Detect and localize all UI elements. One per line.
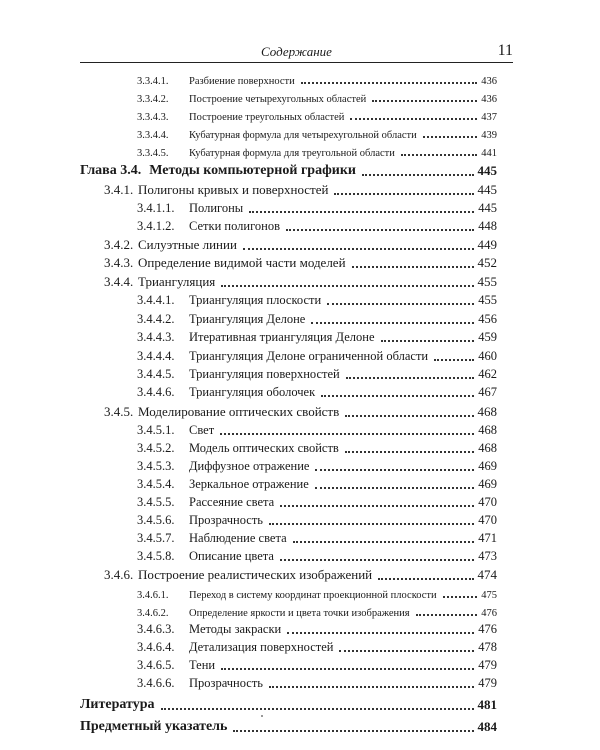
toc-entry-number: 3.4.4. — [104, 274, 134, 289]
toc-entry-title: Рассеяние света — [189, 495, 275, 509]
toc-entry-title: Литература — [80, 697, 155, 712]
toc-entry[interactable] — [137, 583, 497, 601]
toc-entry-page: 436 — [481, 76, 497, 87]
toc-entry-title: Триангуляция поверхностей — [189, 367, 340, 381]
toc-entry[interactable] — [137, 87, 497, 105]
paper-speck — [261, 715, 263, 717]
toc-entry-number: 3.4.4.3. — [137, 330, 175, 344]
toc-leader-dots — [269, 523, 474, 525]
toc-leader-dots — [443, 596, 478, 598]
toc-leader-dots — [287, 632, 474, 634]
toc-entry-page: 468 — [477, 404, 497, 419]
toc-literature-entry[interactable] — [80, 695, 497, 713]
toc-entry-title: Полигоны — [189, 201, 244, 215]
toc-entry-title: Прозрачность — [189, 513, 264, 527]
toc-entry-title: Методы компьютерной графики — [149, 163, 356, 178]
toc-entry-number: 3.3.4.5. — [137, 148, 169, 159]
toc-leader-dots — [233, 730, 473, 732]
toc-entry[interactable] — [137, 346, 497, 364]
running-header-title: Содержание — [261, 44, 332, 59]
toc-entry[interactable] — [137, 105, 497, 123]
toc-entry-number: 3.4.5.8. — [137, 549, 175, 563]
toc-leader-dots — [221, 285, 473, 287]
toc-entry-page: 469 — [478, 459, 497, 473]
toc-leader-dots — [423, 136, 478, 138]
toc-entry-page: 462 — [478, 367, 497, 381]
toc-entry-number: 3.4.5. — [104, 404, 134, 419]
toc-section-entry[interactable] — [104, 565, 497, 583]
toc-entry-title: Тени — [189, 658, 216, 672]
toc-entry-page: 476 — [478, 622, 497, 636]
toc-entry[interactable] — [137, 290, 497, 308]
toc-entry[interactable] — [137, 364, 497, 382]
toc-entry-number: 3.4.5.1. — [137, 423, 175, 437]
toc-entry[interactable] — [137, 309, 497, 327]
toc-entry[interactable] — [137, 198, 497, 216]
toc-entry-title: Переход в систему координат проекционной плоскости — [189, 590, 437, 601]
toc-leader-dots — [161, 708, 474, 710]
toc-section-entry[interactable] — [104, 253, 497, 271]
toc-entry-title: Итеративная триангуляция Делоне — [189, 330, 375, 344]
toc-section-entry[interactable] — [104, 180, 497, 198]
toc-entry-number: 3.4.4.6. — [137, 385, 175, 399]
toc-entry-page: 471 — [478, 531, 497, 545]
toc-entry-title: Триангуляция Делоне ограниченной области — [189, 349, 429, 363]
toc-entry-number: 3.3.4.3. — [137, 112, 169, 123]
toc-leader-dots — [280, 559, 474, 561]
toc-entry-page: 473 — [478, 549, 497, 563]
toc-leader-dots — [286, 229, 474, 231]
toc-leader-dots — [220, 433, 474, 435]
toc-entry-title: Триангуляция — [138, 274, 216, 289]
toc-index-entry[interactable] — [80, 717, 497, 735]
toc-entry-page: 439 — [481, 130, 497, 141]
toc-entry-number: 3.4.5.5. — [137, 495, 175, 509]
toc-entry-number: 3.4.3. — [104, 255, 134, 270]
toc-entry-number: 3.4.5.4. — [137, 477, 175, 491]
toc-entry-number: 3.4.5.3. — [137, 459, 175, 473]
toc-entry-title: Зеркальное отражение — [189, 477, 309, 491]
toc-entry-page: 484 — [477, 719, 497, 734]
toc-entry[interactable] — [137, 438, 497, 456]
toc-entry-number: 3.4.4.5. — [137, 367, 175, 381]
toc-entry-page: 479 — [478, 676, 497, 690]
toc-entry-title: Полигоны кривых и поверхностей — [138, 182, 329, 197]
toc-entry-page: 445 — [477, 182, 497, 197]
toc-entry-page: 468 — [478, 423, 497, 437]
toc-entry-title: Кубатурная формула для четырехугольной области — [189, 130, 417, 141]
toc-entry-title: Модель оптических свойств — [189, 441, 339, 455]
toc-entry-page: 476 — [481, 608, 497, 619]
toc-entry-title: Прозрачность — [189, 676, 264, 690]
page-number: 11 — [497, 42, 513, 59]
toc-entry[interactable] — [137, 655, 497, 673]
toc-entry-page: 455 — [478, 293, 497, 307]
toc-entry-number: 3.3.4.1. — [137, 76, 169, 87]
toc-entry-page: 459 — [478, 330, 497, 344]
toc-entry-title: Кубатурная формула для треугольной области — [189, 148, 395, 159]
toc-entry-title: Построение реалистических изображений — [138, 567, 373, 582]
toc-entry-title: Моделирование оптических свойств — [138, 404, 340, 419]
toc-entry-title: Описание цвета — [189, 549, 274, 563]
toc-leader-dots — [346, 377, 475, 379]
toc-entry-page: 468 — [478, 441, 497, 455]
toc-entry-page: 441 — [481, 148, 497, 159]
toc-entry-page: 436 — [481, 94, 497, 105]
toc-entry-page: 460 — [478, 349, 497, 363]
toc-leader-dots — [345, 451, 474, 453]
toc-entry-page: 467 — [478, 385, 497, 399]
toc-entry-page: 474 — [477, 567, 497, 582]
toc-entry-title: Триангуляция Делоне — [189, 312, 306, 326]
toc-entry-number: Глава 3.4. — [80, 163, 142, 178]
toc-leader-dots — [345, 415, 473, 417]
toc-leader-dots — [321, 395, 474, 397]
toc-entry-number: 3.4.5.7. — [137, 531, 175, 545]
toc-entry[interactable] — [137, 619, 497, 637]
toc-leader-dots — [327, 303, 474, 305]
toc-entry-number: 3.4.6.2. — [137, 608, 169, 619]
toc-entry-title: Триангуляция оболочек — [189, 385, 316, 399]
header-rule — [80, 62, 513, 63]
toc-entry-title: Триангуляция плоскости — [189, 293, 322, 307]
toc-section-entry[interactable] — [104, 235, 497, 253]
toc-entry-number: 3.4.6.4. — [137, 640, 175, 654]
toc-entry-number: 3.3.4.4. — [137, 130, 169, 141]
toc-entry-title: Построение треугольных областей — [189, 112, 345, 123]
page-header — [80, 44, 513, 64]
toc-entry-page: 470 — [478, 513, 497, 527]
toc-entry-number: 3.4.6.3. — [137, 622, 175, 636]
toc-leader-dots — [372, 100, 477, 102]
toc-entry[interactable] — [137, 382, 497, 400]
toc-entry-number: 3.4.4.1. — [137, 293, 175, 307]
toc-entry[interactable] — [137, 528, 497, 546]
toc-leader-dots — [280, 505, 474, 507]
toc-entry-number: 3.3.4.2. — [137, 94, 169, 105]
toc-chapter-entry[interactable] — [80, 161, 497, 179]
toc-entry-number: 3.4.4.2. — [137, 312, 175, 326]
toc-leader-dots — [293, 541, 475, 543]
toc-entry-page: 455 — [477, 274, 497, 289]
toc-entry-page: 452 — [477, 255, 497, 270]
toc-leader-dots — [339, 650, 474, 652]
toc-entry-page: 478 — [478, 640, 497, 654]
toc-entry[interactable] — [137, 420, 497, 438]
toc-entry-number: 3.4.5.2. — [137, 441, 175, 455]
toc-entry[interactable] — [137, 123, 497, 141]
toc-entry-page: 479 — [478, 658, 497, 672]
toc-entry-title: Наблюдение света — [189, 531, 287, 545]
toc-entry-page: 448 — [478, 219, 497, 233]
toc-section-entry[interactable] — [104, 402, 497, 420]
toc-entry[interactable] — [137, 673, 497, 691]
toc-entry-number: 3.4.6. — [104, 567, 134, 582]
toc-entry-title: Свет — [189, 423, 215, 437]
toc-entry-number: 3.4.1.1. — [137, 201, 175, 215]
toc-entry-page: 470 — [478, 495, 497, 509]
toc-leader-dots — [381, 340, 475, 342]
toc-leader-dots — [362, 174, 474, 176]
toc-entry-page: 445 — [477, 163, 497, 178]
toc-entry[interactable] — [137, 510, 497, 528]
toc-entry-title: Предметный указатель — [80, 719, 228, 734]
toc-leader-dots — [434, 359, 474, 361]
toc-leader-dots — [350, 118, 477, 120]
toc-entry[interactable] — [137, 69, 497, 87]
toc-entry[interactable] — [137, 492, 497, 510]
toc-entry-title: Диффузное отражение — [189, 459, 310, 473]
toc-entry-title: Методы закраски — [189, 622, 282, 636]
toc-entry-page: 481 — [477, 697, 497, 712]
toc-entry-title: Детализация поверхностей — [189, 640, 334, 654]
toc-entry-number: 3.4.6.1. — [137, 590, 169, 601]
toc-entry[interactable] — [137, 456, 497, 474]
toc-entry-number: 3.4.1. — [104, 182, 134, 197]
toc-leader-dots — [269, 686, 474, 688]
toc-entry-title: Определение яркости и цвета точки изображения — [189, 608, 410, 619]
toc-entry-page: 449 — [477, 237, 497, 252]
toc-leader-dots — [249, 211, 474, 213]
toc-entry-title: Разбиение поверхности — [189, 76, 295, 87]
toc-entry[interactable] — [137, 474, 497, 492]
toc-entry[interactable] — [137, 546, 497, 564]
toc-entry-page: 475 — [481, 590, 497, 601]
toc-entry-number: 3.4.4.4. — [137, 349, 175, 363]
toc-entry-number: 3.4.6.6. — [137, 676, 175, 690]
toc-leader-dots — [315, 469, 474, 471]
toc-entry[interactable] — [137, 141, 497, 159]
toc-entry-title: Построение четырехугольных областей — [189, 94, 367, 105]
toc-entry-page: 445 — [478, 201, 497, 215]
toc-entry[interactable] — [137, 327, 497, 345]
toc-entry-number: 3.4.5.6. — [137, 513, 175, 527]
toc-leader-dots — [334, 193, 473, 195]
toc-entry-number: 3.4.6.5. — [137, 658, 175, 672]
toc-entry-title: Силуэтные линии — [138, 237, 237, 252]
toc-entry-number: 3.4.1.2. — [137, 219, 175, 233]
toc-section-entry[interactable] — [104, 272, 497, 290]
toc-leader-dots — [301, 82, 478, 84]
toc-leader-dots — [401, 154, 477, 156]
toc-entry[interactable] — [137, 216, 497, 234]
toc-leader-dots — [352, 266, 474, 268]
toc-entry-title: Сетки полигонов — [189, 219, 280, 233]
toc-leader-dots — [243, 248, 474, 250]
toc-leader-dots — [378, 578, 473, 580]
toc-entry-page: 469 — [478, 477, 497, 491]
toc-entry[interactable] — [137, 637, 497, 655]
toc-entry-number: 3.4.2. — [104, 237, 134, 252]
toc-leader-dots — [315, 487, 474, 489]
toc-entry-title: Определение видимой части моделей — [138, 255, 346, 270]
toc-entry-page: 456 — [478, 312, 497, 326]
toc-entry-page: 437 — [481, 112, 497, 123]
toc-entry[interactable] — [137, 601, 497, 619]
toc-leader-dots — [416, 614, 478, 616]
toc-leader-dots — [311, 322, 474, 324]
toc-leader-dots — [221, 668, 474, 670]
